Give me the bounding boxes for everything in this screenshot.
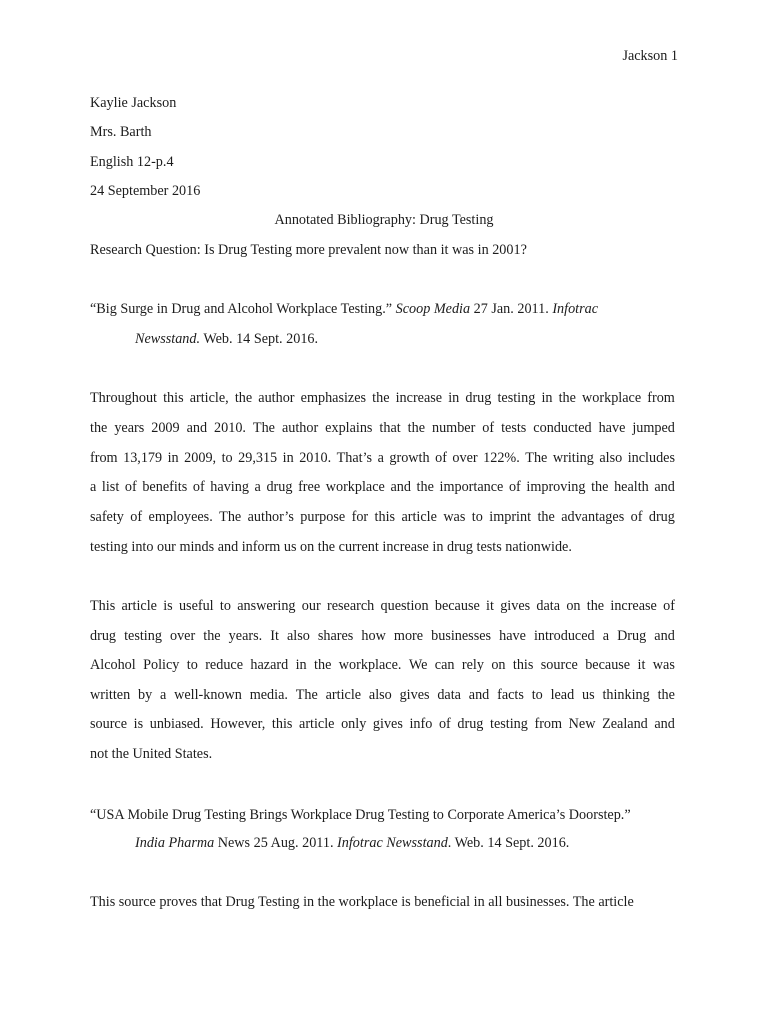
document-title: Annotated Bibliography: Drug Testing <box>274 212 494 228</box>
citation-1-title: “Big Surge in Drug and Alcohol Workplace Testing.” <box>90 301 393 317</box>
student-name: Kaylie Jackson <box>90 95 177 111</box>
citation-2-title: “USA Mobile Drug Testing Brings Workplace Drug Testing to Corporate America’s Doorstep.” <box>90 807 631 823</box>
paragraph-line: testing into our minds and inform us on the current increase in drug tests nationwide. <box>90 539 572 555</box>
running-header: Jackson 1 <box>622 48 678 64</box>
paragraph-line: This source proves that Drug Testing in the workplace is beneficial in all businesses. The article <box>90 894 634 910</box>
paragraph-line: a list of benefits of having a drug free workplace and the importance of improving the health and <box>90 479 675 496</box>
citation-1-database: Infotrac <box>552 301 599 317</box>
citation-2-access: . Web. 14 Sept. 2016. <box>447 835 570 851</box>
paragraph-line: drug testing over the years. It also shares how more businesses have introduced a Drug and <box>90 627 675 644</box>
paragraph-line: from 13,179 in 2009, to 29,315 in 2010. That’s a growth of over 122%. The writing also includes <box>90 449 675 466</box>
paragraph-line: This article is useful to answering our research question because it gives data on the increase of <box>90 598 675 614</box>
heading-date: 24 September 2016 <box>90 183 201 199</box>
citation-2-pub-suffix: News 25 Aug. 2011. <box>217 835 334 851</box>
paragraph-line: not the United States. <box>90 745 213 762</box>
citation-1-access: Web. 14 Sept. 2016. <box>203 331 319 347</box>
paragraph-line: safety of employees. The author’s purpose for this article was to imprint the advantages of drug <box>90 509 675 526</box>
paragraph-line: Alcohol Policy to reduce hazard in the workplace. We can rely on this source because it was <box>90 657 675 673</box>
citation-2-database: Infotrac Newsstand <box>337 835 448 851</box>
research-question: Research Question: Is Drug Testing more prevalent now than it was in 2001? <box>90 242 527 258</box>
citation-1-publication: Scoop Media <box>395 301 471 317</box>
citation-2-publication: India Pharma <box>135 835 215 851</box>
paragraph-line: written by a well-known media. The article also gives data and facts to lead us thinking the <box>90 686 675 703</box>
paragraph-line: Throughout this article, the author emphasizes the increase in drug testing in the workplace from <box>90 390 675 406</box>
paragraph-line: source is unbiased. However, this article only gives info of drug testing from New Zealand and <box>90 716 675 732</box>
paragraph-line: the years 2009 and 2010. The author explains that the number of tests conducted have jumped <box>90 419 675 436</box>
course-name: English 12-p.4 <box>90 154 174 170</box>
teacher-name: Mrs. Barth <box>90 124 152 140</box>
citation-1-date: 27 Jan. 2011. <box>473 301 549 317</box>
citation-1-line-2 <box>135 330 318 348</box>
citation-1-line-1 <box>90 300 598 318</box>
citation-1-database-cont: Newsstand. <box>135 331 201 347</box>
citation-2-line-2 <box>135 834 569 852</box>
